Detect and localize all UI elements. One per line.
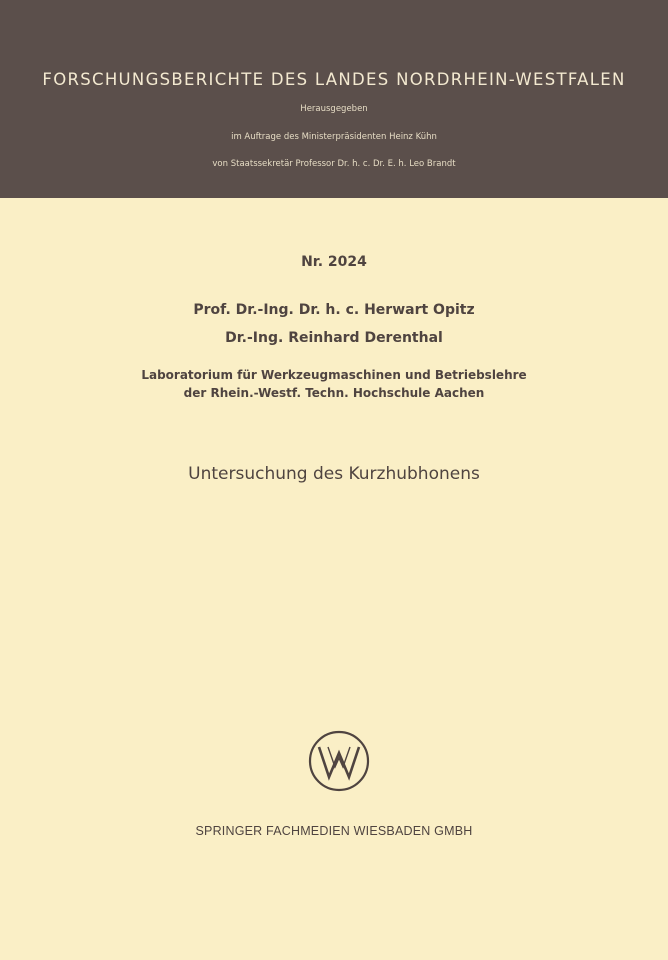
book-title: Untersuchung des Kurzhubhonens — [188, 464, 480, 484]
editor-line-2: im Auftrage des Ministerpräsidenten Heinz Kühn — [231, 132, 437, 142]
editor-line-3: von Staatssekretär Professor Dr. h. c. Dr. E. h. Leo Brandt — [212, 159, 456, 169]
publisher-name: SPRINGER FACHMEDIEN WIESBADEN GMBH — [195, 824, 473, 838]
author-1: Prof. Dr.-Ing. Dr. h. c. Herwart Opitz — [193, 302, 475, 318]
header-band — [0, 0, 668, 198]
author-2: Dr.-Ing. Reinhard Derenthal — [225, 330, 443, 346]
report-number: Nr. 2024 — [301, 254, 367, 270]
springer-vw-monogram-icon — [308, 730, 370, 792]
editor-line-1: Herausgegeben — [300, 104, 368, 114]
institution-line-1: Laboratorium für Werkzeugmaschinen und Betriebslehre — [141, 368, 527, 382]
series-title: FORSCHUNGSBERICHTE DES LANDES NORDRHEIN-WESTFALEN — [42, 70, 626, 89]
institution-line-2: der Rhein.-Westf. Techn. Hochschule Aachen — [183, 386, 485, 400]
